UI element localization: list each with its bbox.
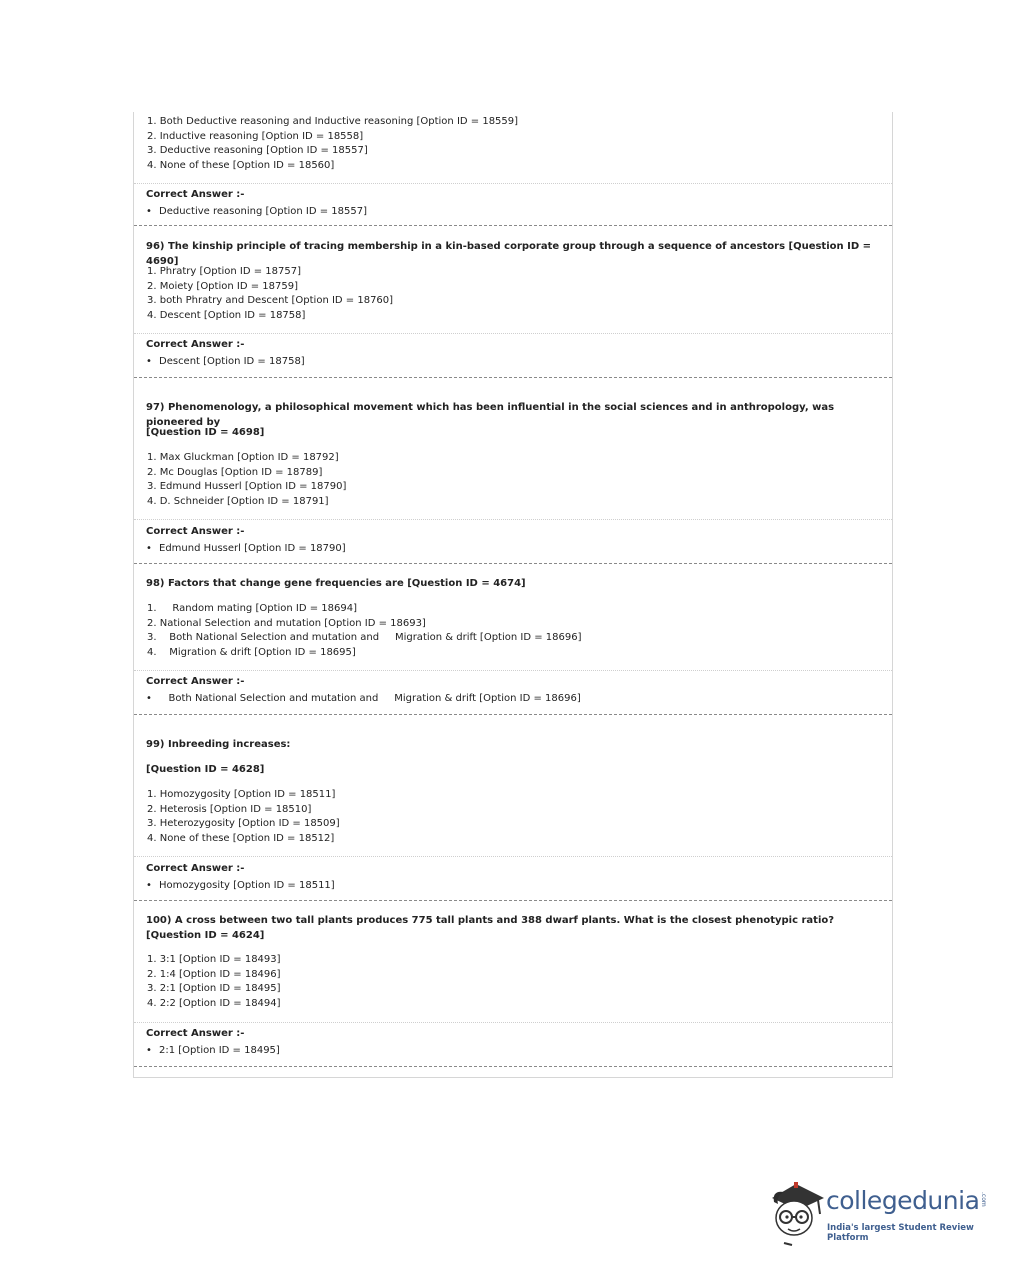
- bullet-icon: •: [146, 206, 152, 217]
- options-q98: [147, 602, 581, 661]
- option-q99-2: 2. Heterosis [Option ID = 18510]: [147, 803, 312, 815]
- question-title-100: 100) A cross between two tall plants produces 775 tall plants and 388 dwarf plants. What is the closest phenotypic ratio? [Question ID = 4624]: [146, 915, 835, 941]
- logo-domain: .com: [980, 1192, 987, 1207]
- option-q98-1: 1. Random mating [Option ID = 18694]: [147, 603, 357, 614]
- bullet-icon: •: [146, 880, 152, 891]
- bullet-icon: •: [146, 1045, 152, 1056]
- option-q100-3: 3. 2:1 [Option ID = 18495]: [147, 983, 281, 995]
- option-q97-1: 1. Max Gluckman [Option ID = 18792]: [147, 452, 339, 463]
- logo-wordmark: collegedunia: [826, 1186, 980, 1215]
- correct-answer-text: Deductive reasoning [Option ID = 18557]: [159, 206, 368, 217]
- correct-answer-q99: [146, 880, 335, 891]
- option-q97-4: 4. D. Schneider [Option ID = 18791]: [147, 496, 329, 508]
- section-separator: [134, 714, 892, 715]
- collegedunia-logo: [766, 1180, 996, 1248]
- logo-tagline: India's largest Student Review Platform: [827, 1223, 974, 1243]
- option-q95-4: 4. None of these [Option ID = 18560]: [147, 160, 335, 172]
- correct-answer-label-q95: Correct Answer :-: [146, 189, 245, 200]
- bullet-icon: •: [146, 543, 152, 554]
- option-q96-3: 3. both Phratry and Descent [Option ID = 18760]: [147, 295, 394, 307]
- correct-answer-label-q98: Correct Answer :-: [146, 676, 245, 687]
- correct-answer-label-q96: Correct Answer :-: [146, 339, 245, 350]
- option-q98-4: 4. Migration & drift [Option ID = 18695]: [147, 647, 356, 659]
- options-q99: [147, 788, 340, 847]
- section-separator: [134, 900, 892, 901]
- divider: [134, 1022, 892, 1023]
- option-q96-1: 1. Phratry [Option ID = 18757]: [147, 266, 302, 277]
- correct-answer-q100: [146, 1045, 280, 1056]
- question-sheet: [133, 112, 893, 1078]
- correct-answer-label-q99: Correct Answer :-: [146, 863, 245, 874]
- option-q96-4: 4. Descent [Option ID = 18758]: [147, 310, 306, 322]
- option-q100-1: 1. 3:1 [Option ID = 18493]: [147, 954, 281, 965]
- divider: [134, 333, 892, 334]
- option-q95-1: 1. Both Deductive reasoning and Inductive reasoning [Option ID = 18559]: [147, 116, 519, 127]
- correct-answer-q95: [146, 206, 367, 217]
- option-q95-3: 3. Deductive reasoning [Option ID = 18557]: [147, 145, 368, 157]
- question-title-98: 98) Factors that change gene frequencies are [Question ID = 4674]: [146, 578, 526, 589]
- correct-answer-text: 2:1 [Option ID = 18495]: [159, 1045, 280, 1056]
- option-q97-3: 3. Edmund Husserl [Option ID = 18790]: [147, 481, 347, 493]
- mascot-icon: [766, 1180, 828, 1248]
- option-q98-3: 3. Both National Selection and mutation and Migration & drift [Option ID = 18696]: [147, 632, 582, 644]
- divider: [134, 856, 892, 857]
- divider: [134, 519, 892, 520]
- question-title-99: 99) Inbreeding increases:: [146, 739, 291, 750]
- options-q97: [147, 451, 346, 510]
- correct-answer-text: Edmund Husserl [Option ID = 18790]: [159, 543, 346, 554]
- question-id-97: [Question ID = 4698]: [146, 427, 265, 438]
- options-q95: [147, 115, 518, 174]
- bullet-icon: •: [146, 356, 152, 367]
- option-q99-1: 1. Homozygosity [Option ID = 18511]: [147, 789, 336, 800]
- divider: [134, 183, 892, 184]
- option-q97-2: 2. Mc Douglas [Option ID = 18789]: [147, 466, 323, 478]
- correct-answer-text: Homozygosity [Option ID = 18511]: [159, 880, 335, 891]
- options-q96: [147, 265, 393, 324]
- option-q100-4: 4. 2:2 [Option ID = 18494]: [147, 998, 281, 1010]
- correct-answer-text: Descent [Option ID = 18758]: [159, 356, 305, 367]
- question-title-97: 97) Phenomenology, a philosophical movement which has been influential in the social sciences and in anthropology, was pioneered by: [146, 402, 835, 428]
- correct-answer-text: Both National Selection and mutation and Migration & drift [Option ID = 18696]: [159, 693, 581, 704]
- correct-answer-label-q100: Correct Answer :-: [146, 1028, 245, 1039]
- option-q98-2: 2. National Selection and mutation [Option ID = 18693]: [147, 617, 426, 629]
- section-separator: [134, 1066, 892, 1067]
- correct-answer-label-q97: Correct Answer :-: [146, 526, 245, 537]
- option-q95-2: 2. Inductive reasoning [Option ID = 18558]: [147, 130, 364, 142]
- section-separator: [134, 563, 892, 564]
- options-q100: [147, 953, 281, 1012]
- option-q100-2: 2. 1:4 [Option ID = 18496]: [147, 968, 281, 980]
- option-q99-4: 4. None of these [Option ID = 18512]: [147, 833, 335, 845]
- section-separator: [134, 377, 892, 378]
- question-id-99: [Question ID = 4628]: [146, 764, 265, 775]
- option-q99-3: 3. Heterozygosity [Option ID = 18509]: [147, 818, 340, 830]
- bullet-icon: •: [146, 693, 152, 704]
- divider: [134, 670, 892, 671]
- question-title-96: 96) The kinship principle of tracing membership in a kin-based corporate group through a sequence of ancestors [Question ID = 4690]: [146, 241, 871, 267]
- correct-answer-q97: [146, 543, 346, 554]
- correct-answer-q96: [146, 356, 305, 367]
- option-q96-2: 2. Moiety [Option ID = 18759]: [147, 280, 298, 292]
- section-separator: [134, 225, 892, 226]
- correct-answer-q98: [146, 693, 581, 704]
